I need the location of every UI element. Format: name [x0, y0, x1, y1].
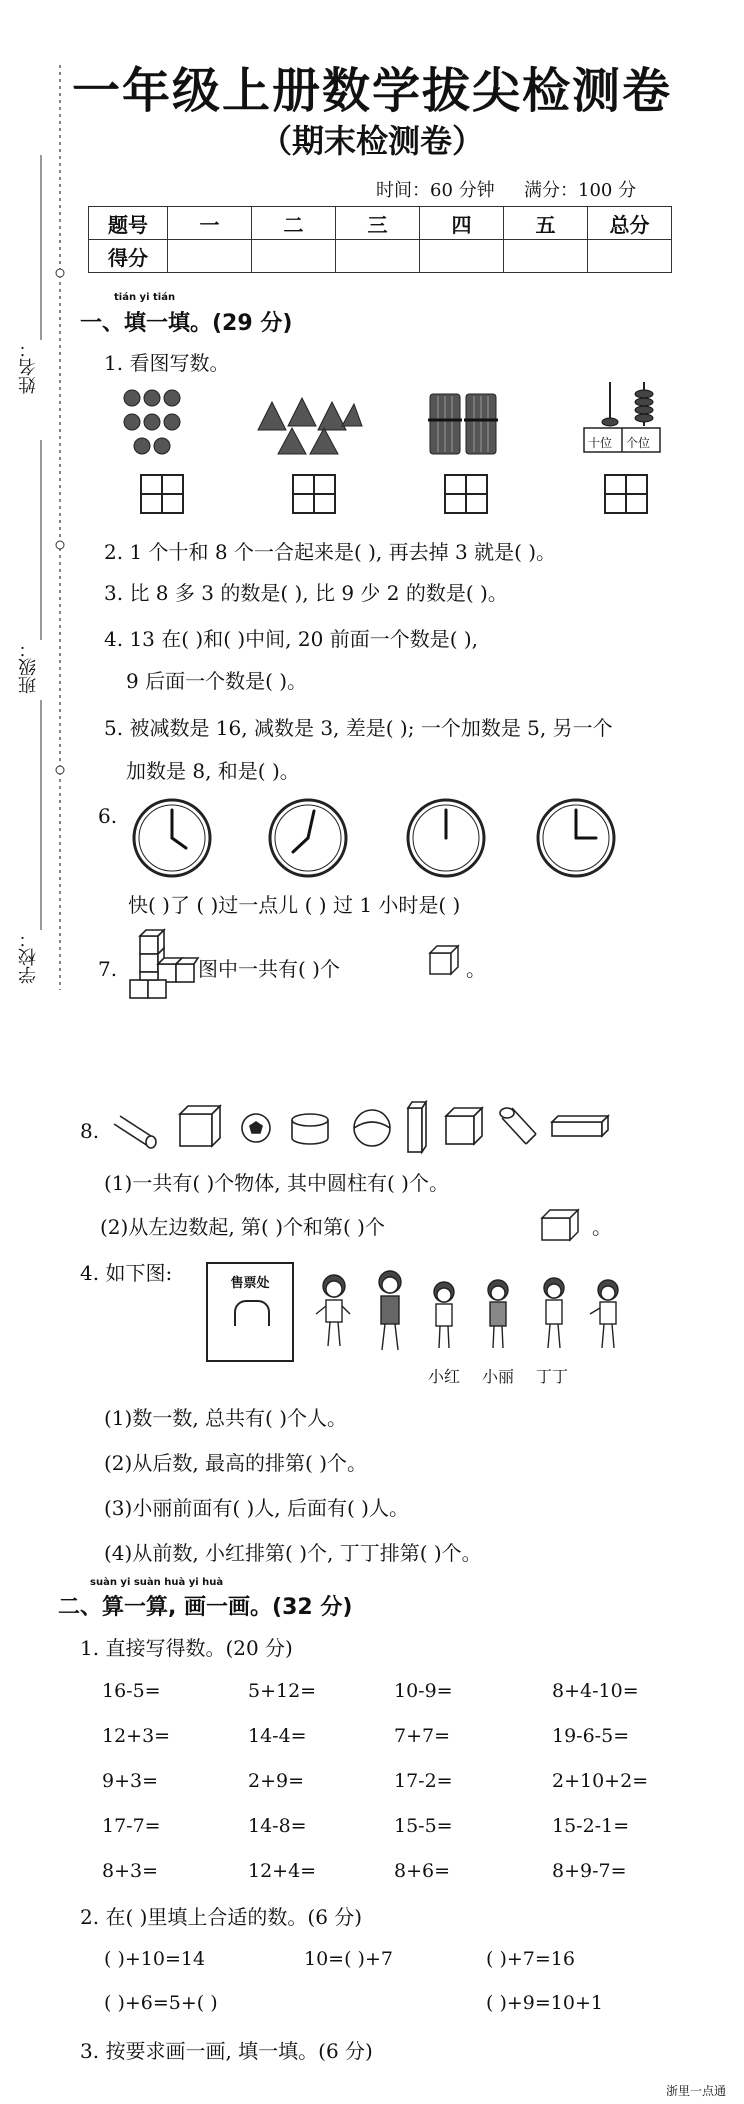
- answer-grid[interactable]: [140, 474, 184, 514]
- fill-item: ( )+7=16: [486, 1948, 575, 1970]
- child-figure: [544, 1278, 564, 1348]
- question-7-end: 。: [466, 957, 486, 981]
- score-header-cell: 总分: [588, 207, 672, 240]
- calc-item: 2+9=: [248, 1770, 305, 1792]
- answer-grid[interactable]: [604, 474, 648, 514]
- score-row-label: 得分: [89, 240, 168, 273]
- calc-item: 12+3=: [102, 1725, 171, 1747]
- binding-hole: [56, 269, 64, 277]
- calc-item: 15-2-1=: [552, 1815, 630, 1837]
- class-label: 班级：: [18, 640, 39, 694]
- calc-item: 8+3=: [102, 1860, 159, 1882]
- school-label: 学校：: [18, 930, 39, 984]
- question-9-part-4: (4)从前数, 小红排第( )个, 丁丁排第( )个。: [104, 1541, 482, 1565]
- calc-item: 8+9-7=: [552, 1860, 627, 1882]
- page-subtitle: （期末检测卷）: [259, 122, 484, 160]
- binding-hole: [56, 541, 64, 549]
- calc-item: 14-8=: [248, 1815, 307, 1837]
- cube-icon: [428, 944, 460, 976]
- question-2: 2. 1 个十和 8 个一合起来是( ), 再去掉 3 就是( )。: [104, 540, 557, 564]
- score-cell[interactable]: [252, 240, 336, 273]
- solid-shapes-image: [112, 1100, 632, 1156]
- section1-pinyin: tián yi tián: [114, 292, 176, 303]
- score-cell[interactable]: [168, 240, 252, 273]
- calc-item: 8+6=: [394, 1860, 451, 1882]
- calc-item: 16-5=: [102, 1680, 161, 1702]
- section2-question-3: 3. 按要求画一画, 填一填。(6 分): [80, 2039, 373, 2063]
- fill-item: ( )+10=14: [104, 1948, 206, 1970]
- full-score: 满分：100 分: [524, 180, 637, 201]
- question-8-end: 。: [592, 1215, 612, 1239]
- time-limit: 时间：60 分钟: [376, 180, 495, 201]
- fill-item: ( )+9=10+1: [486, 1992, 603, 2014]
- question-8-part-2: (2)从左边数起, 第( )个和第( )个: [100, 1215, 385, 1239]
- calc-item: 8+4-10=: [552, 1680, 639, 1702]
- calc-item: 2+10+2=: [552, 1770, 649, 1792]
- question-6-number: 6.: [98, 804, 118, 828]
- calc-item: 17-2=: [394, 1770, 453, 1792]
- calc-item: 19-6-5=: [552, 1725, 630, 1747]
- cuboid-icon: [540, 1208, 580, 1242]
- ticket-booth: [206, 1262, 294, 1362]
- calc-item: 17-7=: [102, 1815, 161, 1837]
- kid-label-xiaohong: 小红: [428, 1367, 461, 1386]
- score-header-cell: 五: [504, 207, 588, 240]
- calc-item: 7+7=: [394, 1725, 451, 1747]
- ticket-booth-label: 售票处: [230, 1276, 270, 1291]
- score-table: [88, 206, 672, 273]
- score-header-cell: 二: [252, 207, 336, 240]
- child-figure: [434, 1282, 454, 1348]
- question-4-line1: 4. 13 在( )和( )中间, 20 前面一个数是( ),: [104, 627, 479, 651]
- cylinder-icon: [292, 1114, 328, 1144]
- cuboid-icon: [552, 1116, 608, 1136]
- calc-item: 15-5=: [394, 1815, 453, 1837]
- question-8-part-1: (1)一共有( )个物体, 其中圆柱有( )个。: [104, 1171, 449, 1195]
- child-figure: [379, 1271, 401, 1350]
- abacus-ones-label: 个位: [626, 436, 651, 450]
- cylinder-icon: [500, 1108, 536, 1144]
- calc-item: 9+3=: [102, 1770, 159, 1792]
- question-5-line2: 加数是 8, 和是( )。: [126, 759, 300, 783]
- ticket-window: [234, 1300, 270, 1326]
- calc-item: 12+4=: [248, 1860, 317, 1882]
- score-header-cell: 一: [168, 207, 252, 240]
- name-label: 姓名：: [18, 340, 39, 394]
- kid-label-dingding: 丁丁: [536, 1367, 569, 1386]
- abacus-tens-label: 十位: [588, 436, 613, 450]
- question-9-part-1: (1)数一数, 总共有( )个人。: [104, 1406, 348, 1430]
- score-table-header-row: [89, 207, 672, 240]
- answer-grid[interactable]: [444, 474, 488, 514]
- clock-icons: [130, 796, 630, 882]
- section2-pinyin: suàn yi suàn huà yi huà: [90, 1577, 224, 1588]
- question-7-number: 7.: [98, 957, 118, 981]
- calc-item: 5+12=: [248, 1680, 317, 1702]
- kid-label-xiaoli: 小丽: [482, 1367, 515, 1386]
- answer-grid[interactable]: [292, 474, 336, 514]
- ball-icon: [354, 1110, 390, 1146]
- section2-question-1: 1. 直接写得数。(20 分): [80, 1636, 293, 1660]
- question-7-text: 图中一共有( )个: [198, 957, 340, 981]
- score-header-cell: 四: [420, 207, 504, 240]
- binding-hole: [56, 766, 64, 774]
- score-cell[interactable]: [504, 240, 588, 273]
- score-cell[interactable]: [588, 240, 672, 273]
- child-figure: [590, 1280, 618, 1348]
- question-4-line2: 9 后面一个数是( )。: [126, 669, 308, 693]
- question-5-line1: 5. 被减数是 16, 减数是 3, 差是( ); 一个加数是 5, 另一个: [104, 716, 613, 740]
- section2-title: 二、算一算, 画一画。(32 分): [58, 1595, 353, 1620]
- cuboid-icon: [408, 1102, 426, 1152]
- score-cell[interactable]: [336, 240, 420, 273]
- section1-title: 一、填一填。(29 分): [80, 311, 293, 336]
- cylinder-icon: [114, 1116, 156, 1148]
- question-1: 1. 看图写数。: [104, 351, 230, 375]
- cube-icon: [446, 1108, 482, 1144]
- watermelon-slices-image: [256, 396, 364, 458]
- child-figure: [316, 1275, 350, 1346]
- question-9-part-2: (2)从后数, 最高的排第( )个。: [104, 1451, 368, 1475]
- score-header-cell: 题号: [89, 207, 168, 240]
- fill-item: ( )+6=5+( ): [104, 1992, 218, 2014]
- question-6-answers: 快( )了 ( )过一点儿 ( ) 过 1 小时是( ): [128, 893, 461, 917]
- score-header-cell: 三: [336, 207, 420, 240]
- stick-bundles-image: [428, 390, 500, 456]
- question-9: 4. 如下图:: [80, 1261, 173, 1285]
- score-table-score-row: [89, 240, 672, 273]
- cube-icon: [180, 1106, 220, 1146]
- section2-question-2: 2. 在( )里填上合适的数。(6 分): [80, 1905, 363, 1929]
- ball-icon: [242, 1114, 270, 1142]
- calc-item: 14-4=: [248, 1725, 307, 1747]
- fill-item: 10=( )+7: [304, 1948, 393, 1970]
- question-3: 3. 比 8 多 3 的数是( ), 比 9 少 2 的数是( )。: [104, 581, 508, 605]
- page-title: 一年级上册数学拔尖检测卷: [71, 63, 672, 119]
- calc-item: 10-9=: [394, 1680, 453, 1702]
- footer-brand: 浙里一点通: [666, 2084, 727, 2098]
- question-8-number: 8.: [80, 1119, 100, 1143]
- apples-image: [122, 386, 184, 460]
- queue-children-image: [312, 1270, 644, 1356]
- child-figure: [488, 1280, 508, 1348]
- score-cell[interactable]: [420, 240, 504, 273]
- question-9-part-3: (3)小丽前面有( )人, 后面有( )人。: [104, 1496, 409, 1520]
- cube-stack-icon: [128, 928, 200, 1004]
